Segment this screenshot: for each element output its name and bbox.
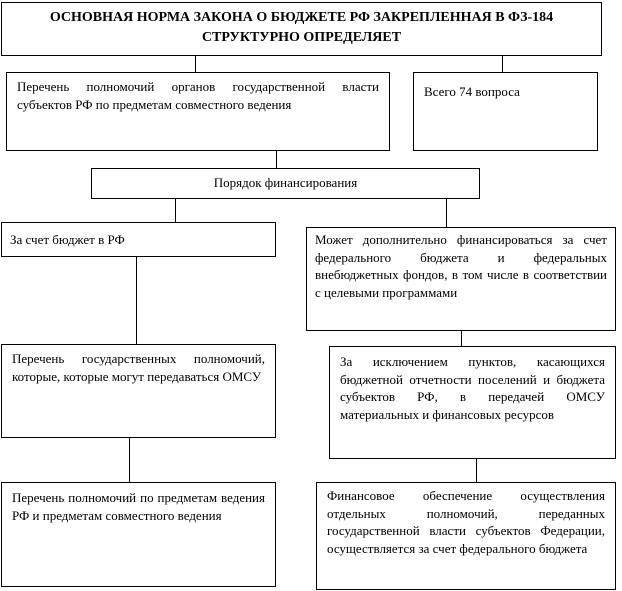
connector-order-rfbudget xyxy=(175,199,176,222)
box-additional-financing: Может дополнительно финансироваться за счет федерального бюджета и федеральных внебюджетных фондов, в том числе в соответствии с целевыми программами xyxy=(306,227,616,331)
connector-additional-except xyxy=(461,331,462,346)
box-rf-joint-powers: Перечень полномочий по предметам ведения РФ и предметам совместного ведения xyxy=(1,482,276,587)
connector-powers-order xyxy=(276,151,277,168)
connector-title-total xyxy=(502,56,503,72)
connector-title-powers xyxy=(195,56,196,72)
diagram-title: ОСНОВНАЯ НОРМА ЗАКОНА О БЮДЖЕТЕ РФ ЗАКРЕПЛЕННАЯ В ФЗ-184 СТРУКТУРНО ОПРЕДЕЛЯЕТ xyxy=(1,2,602,56)
box-regional-powers-joint: Перечень полномочий органов государственной власти субъектов РФ по предметам совместного ведения xyxy=(6,72,390,151)
box-financial-provision: Финансовое обеспечение осуществления отдельных полномочий, переданных государственной власти субъектов Федерации, осуществляется за счет федерального бюджета xyxy=(316,482,616,590)
box-total-questions: Всего 74 вопроса xyxy=(413,72,598,151)
box-exceptions: За исключением пунктов, касающихся бюджетной отчетности поселений и бюджета субъектов РФ, в передачей ОМСУ материальных и финансовых ресурсов xyxy=(329,346,616,459)
connector-except-financial xyxy=(476,459,477,482)
connector-order-additional xyxy=(446,199,447,227)
connector-rfbudget-omsu xyxy=(136,257,137,344)
box-rf-budget: За счет бюджет в РФ xyxy=(1,222,276,257)
box-financing-order: Порядок финансирования xyxy=(91,168,480,199)
connector-omsu-rfjoint xyxy=(129,438,130,482)
box-omsu-powers: Перечень государственных полномочий, которые, которые могут передаваться ОМСУ xyxy=(1,344,276,438)
